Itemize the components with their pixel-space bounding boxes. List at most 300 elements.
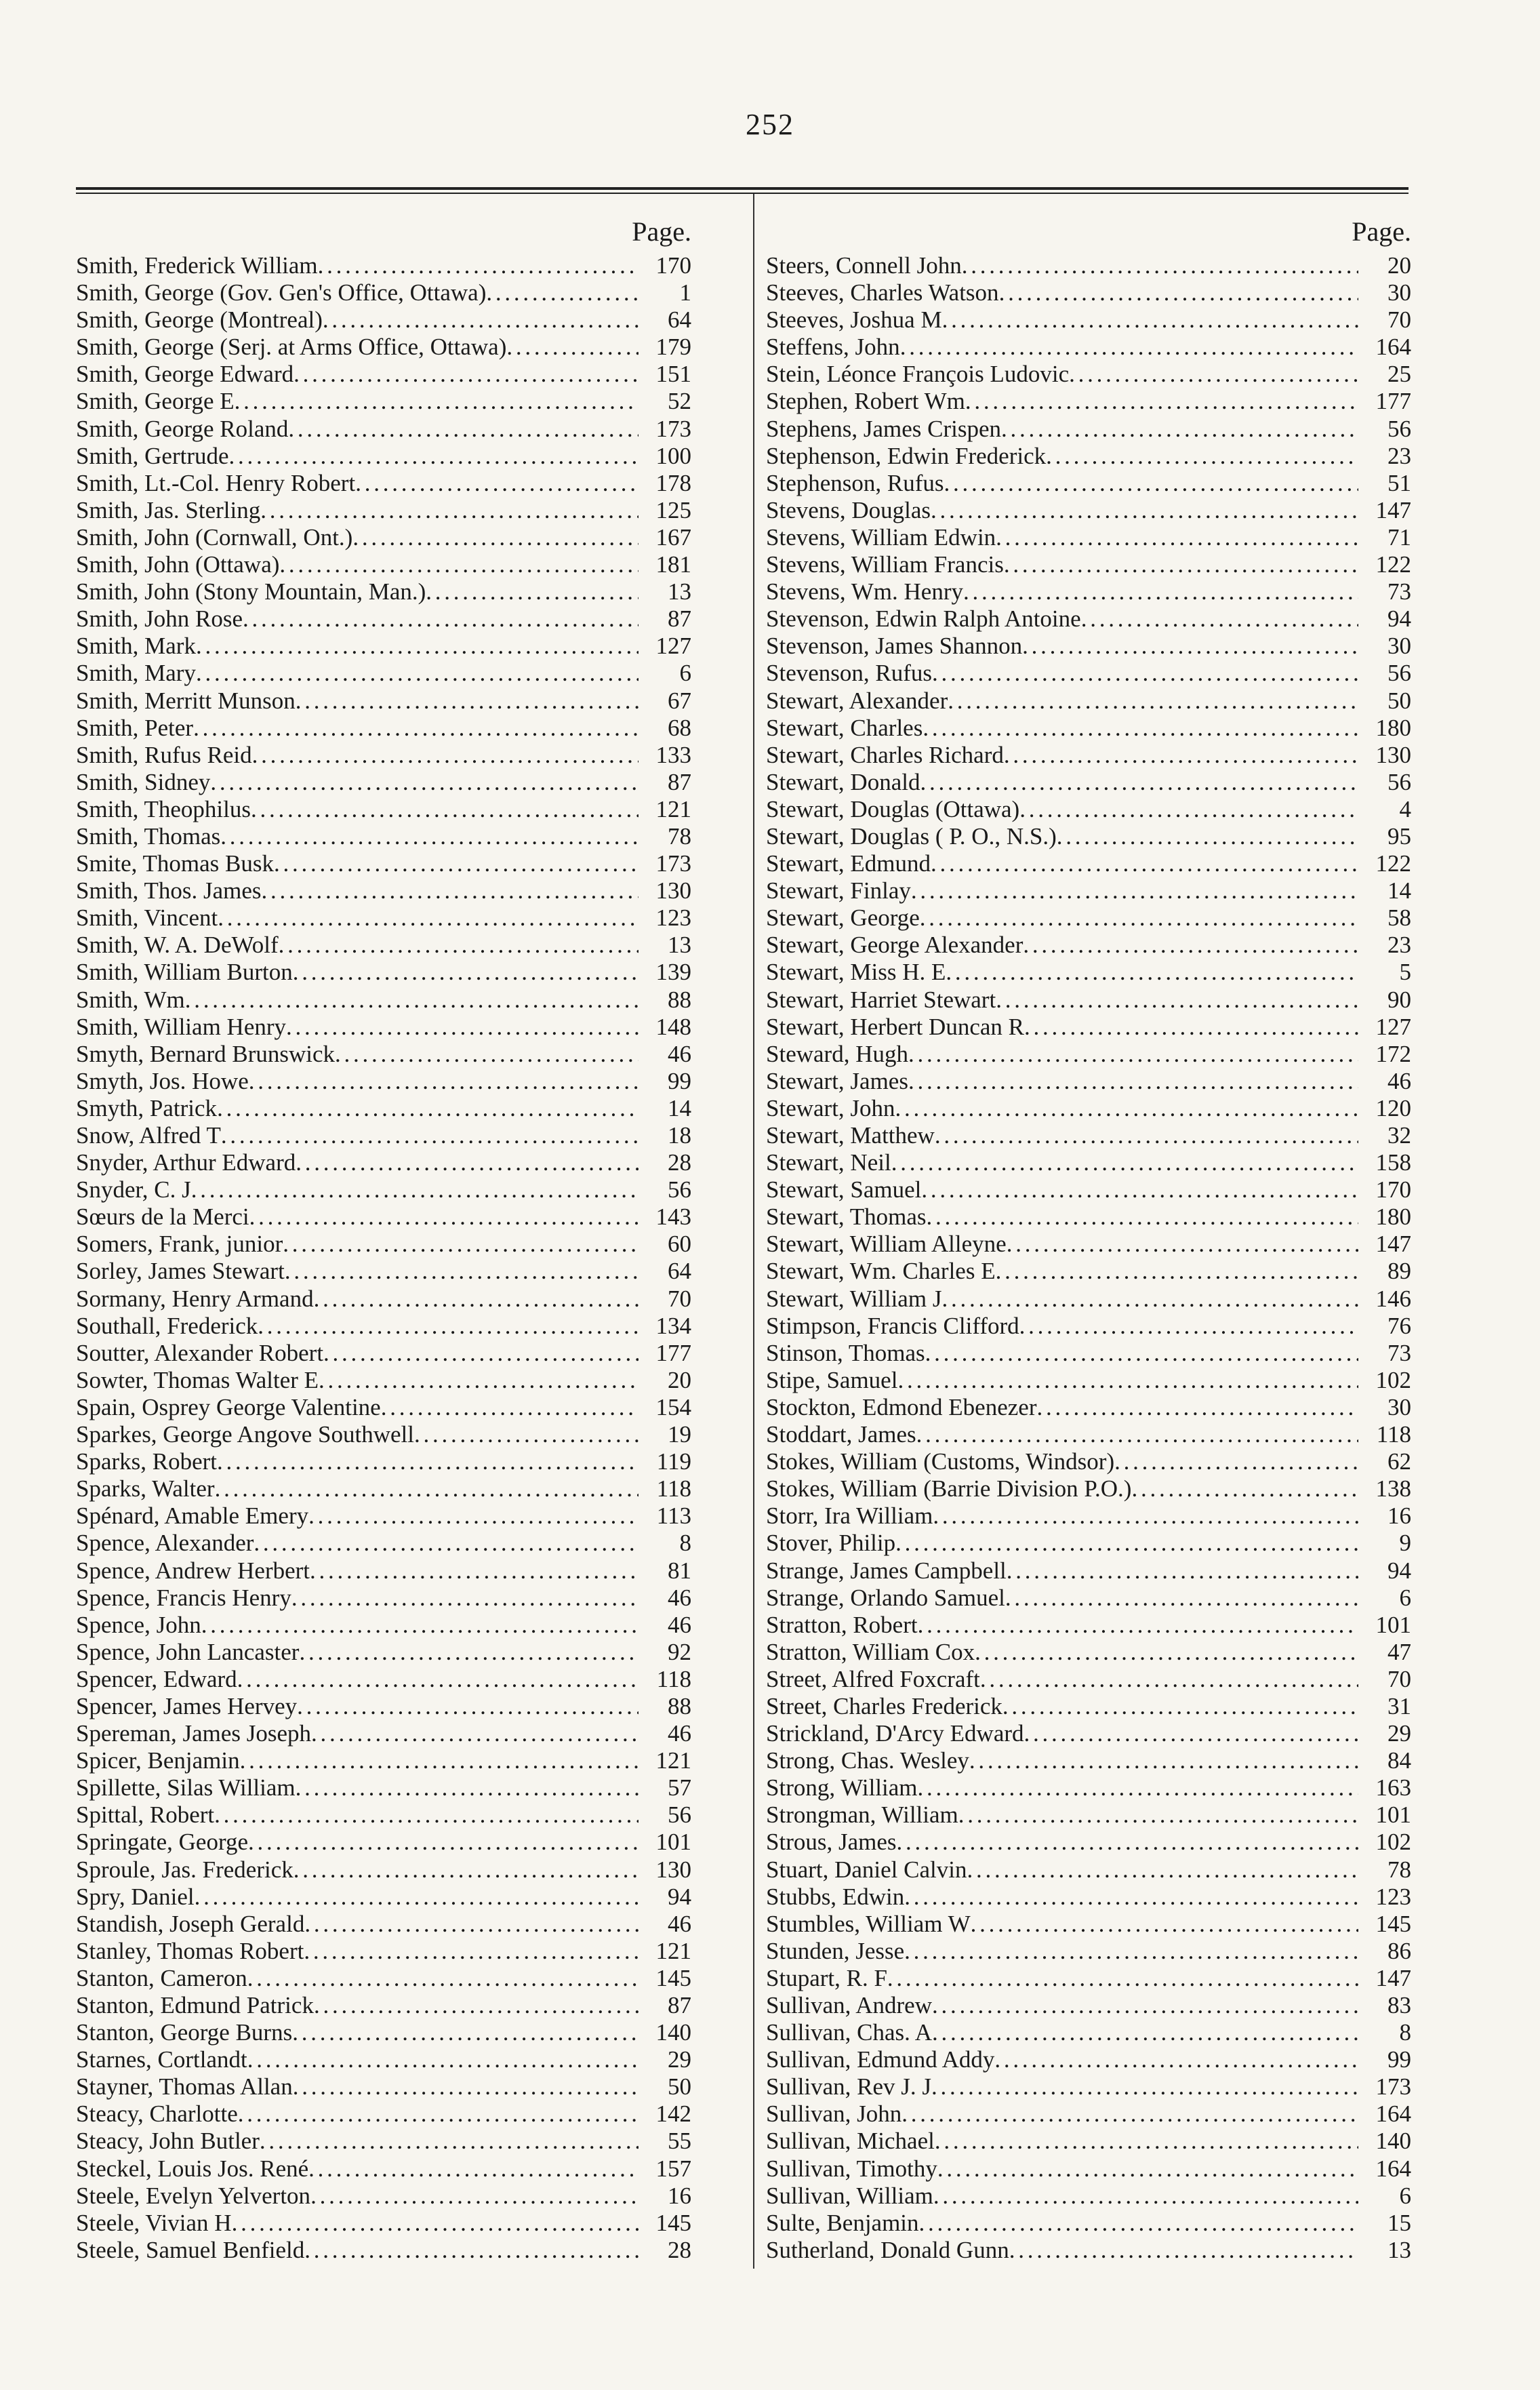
index-entry — [76, 904, 691, 932]
entry-name: Smith, Frederick William — [76, 252, 318, 279]
index-entry — [76, 1122, 691, 1149]
entry-page: 6 — [679, 660, 691, 687]
entry-page: 56 — [1387, 415, 1411, 442]
entry-name: Smith, Vincent — [76, 904, 218, 932]
dot-leader — [920, 904, 1358, 932]
entry-page: 8 — [1399, 2019, 1411, 2046]
entry-name: Stewart, George Alexander — [766, 932, 1024, 959]
dot-leader — [308, 2155, 639, 2183]
index-entry — [766, 1530, 1411, 1557]
entry-name: Sorley, James Stewart — [76, 1258, 285, 1285]
entry-page: 46 — [668, 1584, 691, 1611]
dot-leader — [965, 388, 1358, 415]
dot-leader — [248, 1829, 639, 1856]
dot-leader — [933, 1502, 1358, 1530]
index-entry — [766, 605, 1411, 633]
entry-name: Standish, Joseph Gerald — [76, 1910, 305, 1937]
entry-name: Southall, Frederick — [76, 1312, 258, 1339]
entry-page: 1 — [679, 279, 691, 306]
dot-leader — [1114, 1448, 1358, 1475]
entry-page: 20 — [668, 1366, 691, 1393]
entry-page: 113 — [656, 1502, 691, 1530]
entry-name: Smith, Peter — [76, 714, 194, 741]
entry-name: Street, Charles Frederick — [766, 1692, 1002, 1719]
entry-name: Stewart, Thomas — [766, 1203, 927, 1231]
index-entry — [766, 1720, 1411, 1747]
entry-page: 170 — [655, 252, 691, 279]
entry-page: 4 — [1399, 795, 1411, 822]
entry-page: 164 — [1375, 2100, 1411, 2128]
dot-leader — [900, 334, 1358, 361]
index-entry — [76, 2237, 691, 2264]
index-entry — [766, 823, 1411, 850]
dot-leader — [1036, 1394, 1358, 1421]
entry-page: 28 — [668, 2236, 691, 2263]
index-entry — [76, 1475, 691, 1502]
index-entry — [766, 1612, 1411, 1639]
entry-name: Somers, Frank, junior — [76, 1231, 283, 1258]
entry-name: Smyth, Bernard Brunswick — [76, 1040, 336, 1067]
dot-leader — [247, 2046, 639, 2073]
dot-leader — [925, 1340, 1358, 1367]
entry-page: 30 — [1387, 633, 1411, 660]
index-entry — [76, 578, 691, 605]
header-rule-thin — [76, 193, 1409, 194]
dot-leader — [918, 1774, 1358, 1801]
dot-leader — [486, 279, 639, 306]
dot-leader — [932, 660, 1358, 687]
index-entry — [766, 1911, 1411, 1938]
index-entry — [76, 1639, 691, 1666]
dot-leader — [355, 470, 639, 497]
entry-page: 167 — [655, 523, 691, 551]
dot-leader — [293, 959, 639, 986]
entry-name: Stanley, Thomas Robert — [76, 1937, 304, 1964]
dot-leader — [942, 306, 1358, 334]
entry-name: Storr, Ira William — [766, 1502, 933, 1530]
entry-name: Spicer, Benjamin — [76, 1747, 240, 1774]
dot-leader — [935, 1122, 1358, 1149]
entry-page: 133 — [655, 741, 691, 768]
entry-name: Stephens, James Crispen — [766, 415, 1002, 442]
entry-page: 119 — [656, 1448, 691, 1475]
dot-leader — [1024, 1014, 1358, 1041]
index-entry — [76, 361, 691, 388]
entry-page: 88 — [668, 1692, 691, 1719]
dot-leader — [293, 361, 639, 388]
index-entry — [76, 932, 691, 959]
entry-name: Spencer, James Hervey — [76, 1692, 298, 1719]
entry-page: 70 — [1387, 1665, 1411, 1692]
entry-name: Smith, John (Cornwall, Ont.) — [76, 523, 353, 551]
index-entry — [766, 1367, 1411, 1394]
dot-leader — [279, 932, 639, 959]
entry-name: Stewart, Charles Richard — [766, 741, 1004, 768]
entry-name: Smyth, Jos. Howe — [76, 1067, 249, 1094]
entry-name: Stewart, James — [766, 1067, 908, 1094]
dot-leader — [1005, 1585, 1358, 1612]
entry-name: Stupart, R. F — [766, 1964, 887, 1991]
entry-page: 78 — [668, 822, 691, 850]
dot-leader — [918, 1612, 1358, 1639]
index-entry — [766, 334, 1411, 361]
entry-page: 58 — [1387, 904, 1411, 932]
index-entry — [76, 1965, 691, 1992]
entry-name: Steward, Hugh — [766, 1040, 908, 1067]
dot-leader — [1081, 605, 1358, 633]
index-entry — [76, 1502, 691, 1530]
entry-page: 145 — [1375, 1910, 1411, 1937]
entry-page: 46 — [668, 1910, 691, 1937]
index-entry — [76, 1666, 691, 1693]
entry-page: 180 — [1375, 1203, 1411, 1231]
index-entry — [76, 1258, 691, 1285]
dot-leader — [260, 497, 639, 524]
entry-page: 140 — [655, 2019, 691, 2046]
index-entry — [766, 2155, 1411, 2183]
entry-page: 70 — [1387, 306, 1411, 334]
index-entry — [766, 1231, 1411, 1258]
entry-name: Stephen, Robert Wm — [766, 388, 965, 415]
entry-name: Spain, Osprey George Valentine — [76, 1393, 381, 1420]
entry-name: Sullivan, Chas. A — [766, 2019, 933, 2046]
entry-page: 29 — [668, 2046, 691, 2073]
dot-leader — [237, 1666, 639, 1693]
index-entry — [76, 2128, 691, 2155]
entry-name: Spereman, James Joseph — [76, 1720, 312, 1747]
dot-leader — [318, 252, 639, 279]
entry-name: Smyth, Patrick — [76, 1094, 218, 1121]
index-entry — [76, 877, 691, 904]
entry-page: 145 — [655, 1964, 691, 1991]
dot-leader — [304, 2237, 639, 2264]
entry-name: Smith, George Edward — [76, 361, 294, 388]
index-entry — [76, 1041, 691, 1068]
index-entry — [76, 2210, 691, 2237]
index-entry — [76, 334, 691, 361]
entry-name: Spillette, Silas William — [76, 1774, 296, 1801]
entry-name: Steacy, John Butler — [76, 2128, 260, 2155]
entry-name: Steckel, Louis Jos. René — [76, 2155, 309, 2182]
index-entry — [76, 660, 691, 687]
entry-page: 92 — [668, 1638, 691, 1665]
entry-page: 120 — [1375, 1094, 1411, 1121]
entry-name: Stewart, Alexander — [766, 687, 948, 714]
entry-name: Stevens, William Francis — [766, 551, 1004, 578]
entry-page: 68 — [668, 714, 691, 741]
index-entry — [766, 1313, 1411, 1340]
dot-leader — [963, 578, 1358, 605]
entry-page: 173 — [655, 415, 691, 442]
entry-page: 23 — [1387, 932, 1411, 959]
index-entry — [766, 1014, 1411, 1041]
index-entry — [766, 1585, 1411, 1612]
entry-name: Strong, Chas. Wesley — [766, 1747, 969, 1774]
entry-name: Smith, John Rose — [76, 605, 243, 633]
entry-name: Stevens, Douglas — [766, 496, 931, 523]
entry-page: 163 — [1375, 1774, 1411, 1801]
entry-page: 157 — [655, 2155, 691, 2182]
index-entry — [766, 1801, 1411, 1829]
dot-leader — [908, 1068, 1358, 1095]
entry-name: Steele, Evelyn Yelverton — [76, 2182, 311, 2209]
entry-page: 121 — [655, 795, 691, 822]
index-entry — [76, 1747, 691, 1774]
entry-page: 84 — [1387, 1747, 1411, 1774]
entry-page: 172 — [1375, 1040, 1411, 1067]
entry-name: Stein, Léonce François Ludovic — [766, 361, 1070, 388]
dot-leader — [927, 1203, 1358, 1231]
entry-page: 179 — [655, 334, 691, 361]
index-entry — [76, 1720, 691, 1747]
index-entry — [766, 306, 1411, 334]
entry-page: 121 — [655, 1937, 691, 1964]
index-entry — [76, 279, 691, 306]
dot-leader — [414, 1421, 639, 1448]
index-entry — [76, 2100, 691, 2128]
dot-leader — [304, 1911, 639, 1938]
dot-leader — [933, 2183, 1358, 2210]
index-entry — [76, 987, 691, 1014]
entry-page: 138 — [1375, 1475, 1411, 1502]
entry-page: 101 — [655, 1829, 691, 1856]
index-entry — [76, 306, 691, 334]
dot-leader — [196, 633, 639, 660]
index-entry — [76, 470, 691, 497]
entry-name: Spencer, Edward — [76, 1665, 237, 1692]
entry-name: Sullivan, John — [766, 2100, 902, 2128]
dot-leader — [252, 742, 639, 769]
dot-leader — [249, 1068, 639, 1095]
dot-leader — [293, 2073, 639, 2100]
entry-name: Sutherland, Donald Gunn — [766, 2236, 1009, 2263]
dot-leader — [944, 470, 1359, 497]
dot-leader — [897, 1367, 1358, 1394]
dot-leader — [299, 1639, 639, 1666]
entry-page: 151 — [655, 361, 691, 388]
dot-leader — [932, 2019, 1358, 2046]
dot-leader — [310, 1557, 639, 1585]
entry-page: 87 — [668, 768, 691, 795]
entry-name: Stephenson, Edwin Frederick — [766, 442, 1047, 469]
index-entry — [76, 796, 691, 823]
dot-leader — [1022, 633, 1358, 660]
index-entry — [766, 1176, 1411, 1203]
entry-page: 177 — [655, 1339, 691, 1366]
entry-page: 164 — [1375, 334, 1411, 361]
entry-page: 56 — [668, 1801, 691, 1829]
entry-page: 173 — [1375, 2073, 1411, 2100]
entry-page: 147 — [1375, 1231, 1411, 1258]
index-entry — [76, 742, 691, 769]
entry-name: Stephenson, Rufus — [766, 469, 944, 496]
entry-page: 71 — [1387, 523, 1411, 551]
index-entry — [766, 660, 1411, 687]
entry-name: Stanton, Cameron — [76, 1964, 247, 1991]
entry-page: 118 — [656, 1665, 691, 1692]
entry-page: 60 — [668, 1231, 691, 1258]
index-entry — [76, 1095, 691, 1122]
entry-name: Steele, Samuel Benfield — [76, 2236, 305, 2263]
index-entry — [766, 470, 1411, 497]
index-entry — [76, 1394, 691, 1421]
entry-name: Stewart, William J — [766, 1285, 942, 1312]
index-entry — [766, 1122, 1411, 1149]
entry-page: 102 — [1375, 1829, 1411, 1856]
entry-page: 32 — [1387, 1122, 1411, 1149]
entry-page: 122 — [1375, 551, 1411, 578]
index-entry — [766, 2073, 1411, 2100]
entry-name: Stubbs, Edwin — [766, 1883, 905, 1910]
dot-leader — [304, 1938, 639, 1965]
entry-name: Smith, George (Gov. Gen's Office, Ottawa) — [76, 279, 487, 306]
entry-name: Stunden, Jesse — [766, 1937, 905, 1964]
entry-name: Smith, George (Serj. at Arms Office, Ottawa) — [76, 334, 507, 361]
entry-page: 102 — [1375, 1366, 1411, 1393]
index-entry — [76, 1612, 691, 1639]
dot-leader — [1009, 2237, 1358, 2264]
entry-name: Strous, James — [766, 1829, 897, 1856]
index-entry — [76, 2073, 691, 2100]
index-entry — [766, 959, 1411, 986]
dot-leader — [185, 987, 639, 1014]
entry-page: 122 — [1375, 850, 1411, 877]
dot-leader — [201, 1612, 639, 1639]
entry-page: 83 — [1387, 1992, 1411, 2018]
index-entry — [766, 2046, 1411, 2073]
entry-page: 121 — [655, 1747, 691, 1774]
entry-page: 16 — [1387, 1502, 1411, 1530]
entry-page: 139 — [655, 959, 691, 986]
entry-page: 57 — [668, 1774, 691, 1801]
dot-leader — [191, 1176, 639, 1203]
dot-leader — [335, 1041, 639, 1068]
dot-leader — [935, 2128, 1358, 2155]
index-entry — [766, 1068, 1411, 1095]
entry-name: Strange, Orlando Samuel — [766, 1584, 1005, 1611]
index-entry — [76, 551, 691, 578]
entry-page: 5 — [1399, 959, 1411, 986]
entry-page: 13 — [668, 578, 691, 605]
entry-page: 145 — [655, 2209, 691, 2236]
index-entry — [766, 252, 1411, 279]
index-entry — [766, 1340, 1411, 1367]
entry-page: 9 — [1399, 1530, 1411, 1557]
dot-leader — [937, 2155, 1358, 2183]
index-entry — [76, 416, 691, 443]
dot-leader — [919, 2210, 1358, 2237]
dot-leader — [971, 1911, 1358, 1938]
index-entry — [76, 1313, 691, 1340]
entry-name: Stokes, William (Customs, Windsor) — [766, 1448, 1115, 1475]
dot-leader — [293, 1856, 639, 1884]
entry-name: Sœurs de la Merci — [76, 1203, 249, 1231]
entry-name: Stinson, Thomas — [766, 1339, 925, 1366]
entry-name: Sullivan, Edmund Addy — [766, 2046, 995, 2073]
entry-name: Sullivan, Timothy — [766, 2155, 937, 2182]
entry-page: 130 — [655, 1856, 691, 1883]
entry-name: Stokes, William (Barrie Division P.O.) — [766, 1475, 1132, 1502]
entry-name: Smith, Mark — [76, 633, 196, 660]
dot-leader — [931, 2073, 1358, 2100]
index-entry — [76, 1585, 691, 1612]
entry-name: Smith, William Henry — [76, 1013, 287, 1040]
dot-leader — [996, 1258, 1358, 1285]
entry-page: 118 — [1376, 1421, 1411, 1448]
page-column-heading: Page. — [1352, 216, 1411, 247]
entry-name: Stratton, William Cox — [766, 1638, 975, 1665]
index-entry — [766, 578, 1411, 605]
entry-page: 23 — [1387, 442, 1411, 469]
entry-name: Smith, George E — [76, 388, 235, 415]
dot-leader — [296, 688, 639, 715]
entry-name: Stockton, Edmond Ebenezer — [766, 1393, 1037, 1420]
entry-page: 147 — [1375, 1964, 1411, 1991]
index-entry — [766, 2100, 1411, 2128]
entry-page: 70 — [668, 1285, 691, 1312]
dot-leader — [196, 660, 639, 687]
index-entry — [76, 1203, 691, 1231]
dot-leader — [996, 987, 1358, 1014]
entry-name: Sparks, Walter — [76, 1475, 215, 1502]
entry-name: Sullivan, William — [766, 2182, 933, 2209]
entry-page: 13 — [1387, 2236, 1411, 2263]
index-entry — [76, 1992, 691, 2019]
dot-leader — [1004, 742, 1358, 769]
index-entry — [76, 388, 691, 415]
entry-page: 130 — [1375, 741, 1411, 768]
index-column-left — [76, 212, 691, 2264]
entry-name: Stewart, John — [766, 1094, 895, 1121]
entry-name: Sulte, Benjamin — [766, 2209, 919, 2236]
index-entry — [766, 1965, 1411, 1992]
index-entry — [76, 1774, 691, 1801]
entry-name: Smith, Mary — [76, 660, 196, 687]
dot-leader — [1007, 1231, 1358, 1258]
index-entry — [766, 551, 1411, 578]
index-entry — [76, 1557, 691, 1585]
entry-name: Smith, John (Ottawa) — [76, 551, 280, 578]
entry-page: 146 — [1375, 1285, 1411, 1312]
entry-page: 76 — [1387, 1312, 1411, 1339]
entry-page: 20 — [1387, 252, 1411, 279]
index-entry — [766, 796, 1411, 823]
index-entry — [766, 2237, 1411, 2264]
entry-name: Spence, Andrew Herbert — [76, 1557, 310, 1584]
dot-leader — [1024, 1720, 1358, 1747]
entry-page: 134 — [655, 1312, 691, 1339]
dot-leader — [897, 1829, 1359, 1856]
dot-leader — [221, 1122, 639, 1149]
entry-page: 88 — [668, 986, 691, 1013]
dot-leader — [215, 1475, 639, 1502]
dot-leader — [381, 1394, 639, 1421]
dot-leader — [908, 1041, 1358, 1068]
entry-page: 6 — [1399, 2182, 1411, 2209]
entry-name: Stevenson, Rufus — [766, 660, 932, 687]
entry-page: 127 — [1375, 1013, 1411, 1040]
entry-name: Steeves, Charles Watson — [766, 279, 999, 306]
index-entry — [766, 1884, 1411, 1911]
entry-name: Stewart, Herbert Duncan R — [766, 1013, 1024, 1040]
entry-name: Sowter, Thomas Walter E — [76, 1366, 319, 1393]
index-entry — [76, 823, 691, 850]
entry-page: 81 — [668, 1557, 691, 1584]
index-entry — [766, 388, 1411, 415]
entry-name: Snyder, Arthur Edward — [76, 1149, 296, 1176]
entry-page: 25 — [1387, 361, 1411, 388]
dot-leader — [249, 1203, 639, 1231]
